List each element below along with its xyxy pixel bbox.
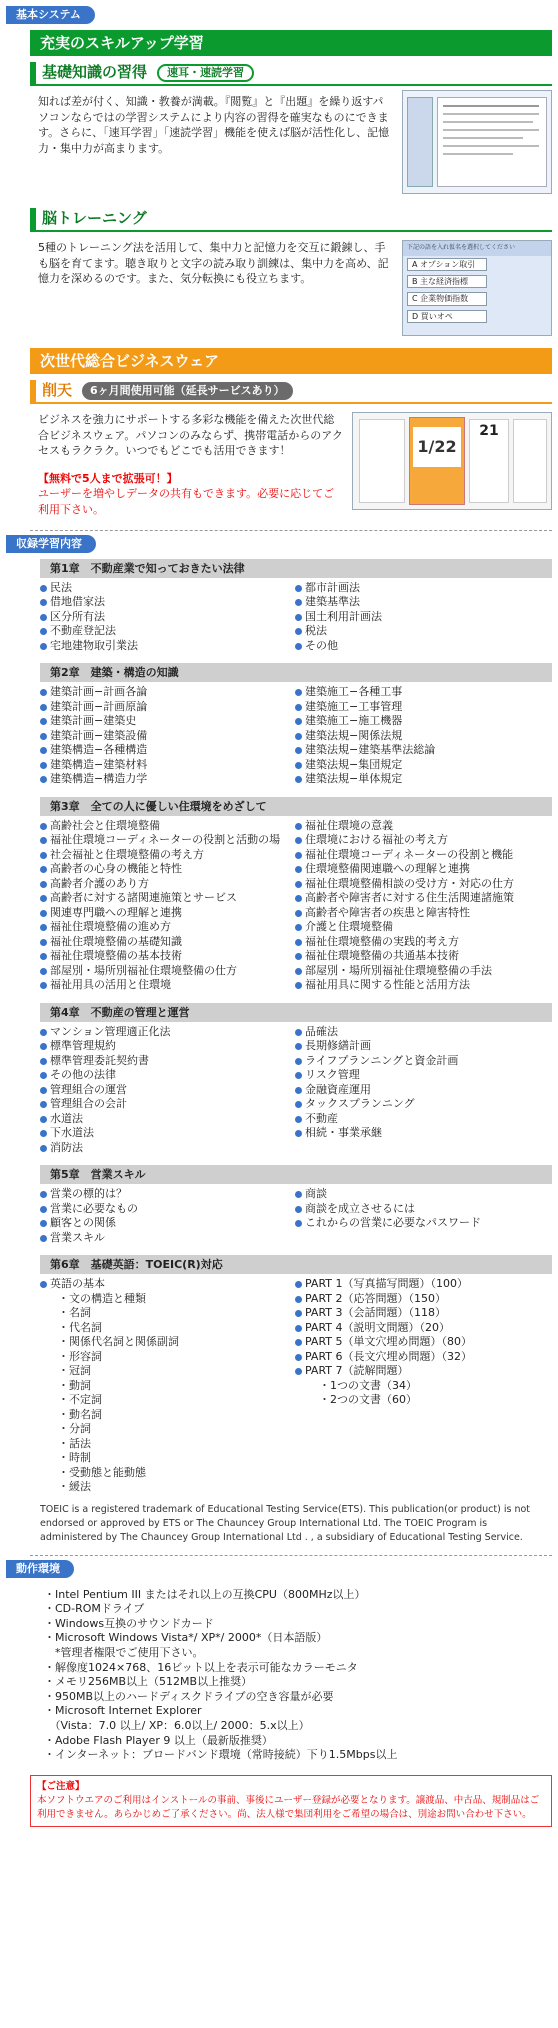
chapter-3 — [40, 797, 552, 997]
topic-item: 建築構造−各種構造 — [40, 743, 295, 758]
topic-item: 建築計画−建築設備 — [40, 729, 295, 744]
topic-item: 高齢者や障害者の疾患と障害特性 — [295, 906, 550, 921]
topic-item: 顧客との関係 — [40, 1216, 295, 1231]
caution-text: 本ソフトウエアのご利用はインストールの事前、事後にユーザー登録が必要となります。譲渡品、中古品、規制品はご利用できません。あらかじめご了承ください。尚、法人様で集団利用をご希望の場合は、別途お問い合わせ下さい。 — [37, 1794, 540, 1820]
topic-item: 国土利用計画法 — [295, 610, 550, 625]
option-a: A オプション取引 — [403, 256, 551, 273]
chapter-title: 第4章 不動産の管理と運営 — [40, 1003, 552, 1022]
topic-item: 福祉住環境整備の共通基本技術 — [295, 949, 550, 964]
topic-item: 下水道法 — [40, 1126, 295, 1141]
topic-item: 建築構造−建築材料 — [40, 758, 295, 773]
chapter-1 — [40, 559, 552, 658]
topic-item: 建築構造−構造力学 — [40, 772, 295, 787]
option-b: B 主な経済指標 — [403, 273, 551, 290]
speed-learning-tag: 速耳・速読学習 — [157, 64, 254, 82]
toeic-trademark-note: TOEIC is a registered trademark of Educational Testing Service(ETS). This publication(or product) is not endorsed or approved by ETS or The Chauncey Group International Ltd. The TOEIC Program is administered by The Chauncey Group International Ltd . , a subsidiary of Educational Testing Service. — [40, 1503, 531, 1543]
topic-item: その他 — [295, 639, 550, 654]
subtopic-item: ・緩法 — [58, 1480, 91, 1494]
subtopic-item: ・受動態と能動態 — [58, 1465, 146, 1479]
chapter-2 — [40, 663, 552, 791]
subtopic-item: ・動名詞 — [58, 1407, 102, 1421]
subtopic-item: ・代名詞 — [58, 1320, 102, 1334]
chapter-left-column — [40, 819, 295, 993]
topic-item: PART 6（長文穴埋め問題）（32） — [295, 1350, 550, 1365]
topic-item: 水道法 — [40, 1112, 295, 1127]
topic-item: 都市計画法 — [295, 581, 550, 596]
calendar-next-day: 21 — [469, 419, 509, 503]
option-d: D 買いオペ — [403, 308, 551, 325]
topic-item: 福祉住環境コーディネーターの役割と活動の場 — [40, 833, 295, 848]
topic-item: 建築法規−集団規定 — [295, 758, 550, 773]
topic-item: 部屋別・場所別福祉住環境整備の手法 — [295, 964, 550, 979]
topic-item: 部屋別・場所別福祉住環境整備の仕方 — [40, 964, 295, 979]
topic-item: リスク管理 — [295, 1068, 550, 1083]
env-item: ・CD-ROMドライブ — [44, 1602, 145, 1616]
chapter-right-column — [295, 1187, 550, 1245]
topic-item: 建築法規−単体規定 — [295, 772, 550, 787]
topic-item: その他の法律 — [40, 1068, 295, 1083]
share-data-text: ユーザーを増やしデータの共有もできます。必要に応じてご利用下さい。 — [38, 487, 335, 517]
topic-item: 高齢者や障害者に対する住生活関連諸施策 — [295, 891, 550, 906]
topic-item: 福祉住環境整備の進め方 — [40, 920, 295, 935]
topic-item: 福祉住環境整備の基本技術 — [40, 949, 295, 964]
free-extension-text: 【無料で5人まで拡張可！】 — [38, 471, 178, 485]
topic-item: 営業の標的は？ — [40, 1187, 295, 1202]
topic-item: 消防法 — [40, 1141, 295, 1156]
subtopic-item: ・冠詞 — [58, 1364, 91, 1378]
chapter-6 — [40, 1255, 552, 1499]
topic-item: 介護と住環境整備 — [295, 920, 550, 935]
subtopic-item: ・分詞 — [58, 1422, 91, 1436]
env-item: ・Adobe Flash Player 9 以上（最新版推奨） — [44, 1733, 273, 1747]
topic-item: PART 1（写真描写問題）（100） — [295, 1277, 550, 1292]
env-item: ・Intel Pentium III またはそれ以上の互換CPU（800MHz以上） — [44, 1587, 366, 1601]
environment-list — [44, 1588, 552, 1763]
brain-shot-heading: 下記の語を入れ仮名を選択してください — [403, 241, 551, 256]
brain-training-text: 5種のトレーニング法を活用して、集中力と記憶力を交互に鍛錬し、手も脳を育てます。聴き取りと文字の読み取り訓練は、集中力を高め、記憶力を深めるのです。また、気分転換にも役立ちます。 — [38, 241, 389, 286]
topic-item: 不動産 — [295, 1112, 550, 1127]
topic-item: 営業に必要なもの — [40, 1202, 295, 1217]
chapter-title: 第1章 不動産業で知っておきたい法律 — [40, 559, 552, 578]
chapter-title: 第5章 営業スキル — [40, 1165, 552, 1184]
env-item: ・メモリ256MB以上（512MB以上推奨） — [44, 1675, 253, 1689]
env-item: ・Windows互換のサウンドカード — [44, 1616, 214, 1630]
topic-item: 標準管理委託契約書 — [40, 1054, 295, 1069]
topic-item: 民法 — [40, 581, 295, 596]
topic-item: 金融資産運用 — [295, 1083, 550, 1098]
topic-item: マンション管理適正化法 — [40, 1025, 295, 1040]
env-item: ・950MB以上のハードディスクドライブの空き容量が必要 — [44, 1689, 334, 1703]
topic-item: 品確法 — [295, 1025, 550, 1040]
topic-item: 営業スキル — [40, 1231, 295, 1246]
topic-item: 長期修繕計画 — [295, 1039, 550, 1054]
subtopic-item: ・形容詞 — [58, 1349, 102, 1363]
calendar-day: 22 — [434, 437, 457, 456]
subtopic-item: ・時制 — [58, 1451, 91, 1465]
topic-item: 建築基準法 — [295, 595, 550, 610]
topic-item: 高齢者に対する諸関連施策とサービス — [40, 891, 295, 906]
topic-item: 建築施工−各種工事 — [295, 685, 550, 700]
chapter-title: 第3章 全ての人に優しい住環境をめざして — [40, 797, 552, 816]
subtopic-item: ・話法 — [58, 1436, 91, 1450]
topic-item: PART 7（読解問題） — [295, 1364, 550, 1379]
business-ware-feature — [38, 412, 552, 518]
topic-item: 標準管理規約 — [40, 1039, 295, 1054]
contents-pill: 収録学習内容 — [6, 535, 96, 553]
topic-item: 相続・事業承継 — [295, 1126, 550, 1141]
env-item: ・Microsoft Windows Vista*/ XP*/ 2000*（日本語版） — [44, 1631, 328, 1645]
topic-item: 高齢者の心身の機能と特性 — [40, 862, 295, 877]
business-ware-banner: 次世代総合ビジネスウェア — [30, 348, 552, 374]
topic-item: 福祉住環境整備の基礎知識 — [40, 935, 295, 950]
topic-item: 高齢社会と住環境整備 — [40, 819, 295, 834]
topic-item: 建築計画−計画各論 — [40, 685, 295, 700]
brain-training-heading — [30, 208, 552, 232]
caution-box — [30, 1775, 552, 1827]
business-ware-screenshot: 1/22 21 — [352, 412, 552, 510]
topic-item: 住環境整備関連職への理解と連携 — [295, 862, 550, 877]
subtopic-item: ・名詞 — [58, 1306, 91, 1320]
six-month-tag: 6ヶ月間使用可能（延長サービスあり） — [82, 382, 293, 400]
basic-knowledge-text: 知れば差が付く、知識・教養が満載。『閲覧』と『出題』を繰り返すパソコンならではの学習システムにより内容の習得を確実なものにできます。さらに、「速耳学習」「速読学習」機能を使えば脳が活性化し、記憶力・集中力が高まります。 — [38, 95, 390, 155]
topic-item: PART 2（応答問題）（150） — [295, 1292, 550, 1307]
topic-item: PART 3（会話問題）（118） — [295, 1306, 550, 1321]
topic-item: 商談を成立させるには — [295, 1202, 550, 1217]
chapter-left-column — [40, 1025, 295, 1156]
env-item: ・解像度1024×768、16ビット以上を表示可能なカラーモニタ — [44, 1660, 358, 1674]
chapter-right-column — [295, 685, 550, 787]
subtopic-item: ・不定詞 — [58, 1393, 102, 1407]
topic-item: 税法 — [295, 624, 550, 639]
env-item: *管理者権限でご使用下さい。 — [44, 1646, 204, 1660]
topic-item: 建築施工−施工機器 — [295, 714, 550, 729]
section-divider — [30, 530, 552, 531]
chapter-right-column — [295, 1277, 550, 1495]
chapter-left-column — [40, 685, 295, 787]
topic-item: 建築法規−建築基準法総論 — [295, 743, 550, 758]
chapter-title: 第6章 基礎英語：TOEIC(R)対応 — [40, 1255, 552, 1274]
chapter-right-column — [295, 819, 550, 993]
topic-item: 管理組合の会計 — [40, 1097, 295, 1112]
chapter-left-column — [40, 581, 295, 654]
topic-item: PART 4（説明文問題）（20） — [295, 1321, 550, 1336]
chapter-right-column — [295, 581, 550, 654]
topic-item: 福祉住環境の意義 — [295, 819, 550, 834]
env-item: ・Microsoft Internet Explorer — [44, 1704, 202, 1718]
topic-item: 英語の基本 — [40, 1277, 295, 1292]
chapter-4 — [40, 1003, 552, 1160]
topic-item: 社会福祉と住環境整備の考え方 — [40, 848, 295, 863]
business-ware-title: 削天 — [42, 381, 73, 400]
subtopic-item: ・1つの文書（34） — [319, 1378, 417, 1392]
basic-knowledge-title: 基礎知識の習得 — [42, 63, 148, 82]
business-ware-text: ビジネスを強力にサポートする多彩な機能を備えた次世代総合ビジネスウェア。パソコンのみならず、携帯電話からのアクセスもラクラク。いつでもどこでも活用できます！ — [38, 413, 343, 458]
topic-item: ライフプランニングと資金計画 — [295, 1054, 550, 1069]
chapter-5 — [40, 1165, 552, 1249]
chapter-title: 第2章 建築・構造の知識 — [40, 663, 552, 682]
env-item: （Vista：7.0 以上/ XP：6.0以上/ 2000：5.x以上） — [44, 1719, 310, 1732]
topic-item: 建築計画−建築史 — [40, 714, 295, 729]
topic-item: 借地借家法 — [40, 595, 295, 610]
brain-training-title: 脳トレーニング — [42, 209, 147, 228]
business-ware-heading — [30, 380, 552, 404]
caution-title: 【ご注意】 — [37, 1780, 85, 1792]
skill-up-banner: 充実のスキルアップ学習 — [30, 30, 552, 56]
subtopic-item: ・文の構造と種類 — [58, 1291, 146, 1305]
topic-item: これからの営業に必要なパスワード — [295, 1216, 550, 1231]
chapter-left-column — [40, 1187, 295, 1245]
topic-item: 建築計画−計画原論 — [40, 700, 295, 715]
brain-training-feature — [38, 240, 552, 336]
chapter-right-column — [295, 1025, 550, 1156]
subtopic-item: ・動詞 — [58, 1378, 91, 1392]
topic-item: 福祉用具に関する性能と活用方法 — [295, 978, 550, 993]
subtopic-item: ・関係代名詞と関係副詞 — [58, 1335, 179, 1349]
topic-item: 商談 — [295, 1187, 550, 1202]
topic-item: PART 5（単文穴埋め問題）（80） — [295, 1335, 550, 1350]
env-item: ・インターネット：ブロードバンド環境（常時接続）下り1.5Mbps以上 — [44, 1748, 398, 1762]
brain-training-screenshot — [402, 240, 552, 336]
topic-item: 住環境における福祉の考え方 — [295, 833, 550, 848]
topic-item: 関連専門職への理解と連携 — [40, 906, 295, 921]
basic-knowledge-heading — [30, 62, 552, 86]
topic-item: タックスプランニング — [295, 1097, 550, 1112]
topic-item: 不動産登記法 — [40, 624, 295, 639]
topic-item: 建築施工−工事管理 — [295, 700, 550, 715]
topic-item: 福祉用具の活用と住環境 — [40, 978, 295, 993]
topic-item: 福祉住環境整備相談の受け方・対応の仕方 — [295, 877, 550, 892]
chapter-left-column — [40, 1277, 295, 1495]
topic-item: 宅地建物取引業法 — [40, 639, 295, 654]
env-pill: 動作環境 — [6, 1560, 74, 1578]
topic-item: 福祉住環境整備の実践的考え方 — [295, 935, 550, 950]
topic-item: 区分所有法 — [40, 610, 295, 625]
calendar-month: 1 — [417, 437, 429, 456]
subtopic-item: ・2つの文書（60） — [319, 1393, 417, 1407]
study-app-screenshot — [402, 90, 552, 194]
topic-item: 建築法規−関係法規 — [295, 729, 550, 744]
topic-item: 福祉住環境コーディネーターの役割と機能 — [295, 848, 550, 863]
section-divider-env — [30, 1555, 552, 1556]
basic-knowledge-feature — [38, 94, 552, 194]
topic-item: 高齢者介護のあり方 — [40, 877, 295, 892]
basic-system-pill: 基本システム — [6, 6, 95, 24]
topic-item: 管理組合の運営 — [40, 1083, 295, 1098]
option-c: C 企業物価指数 — [403, 290, 551, 307]
